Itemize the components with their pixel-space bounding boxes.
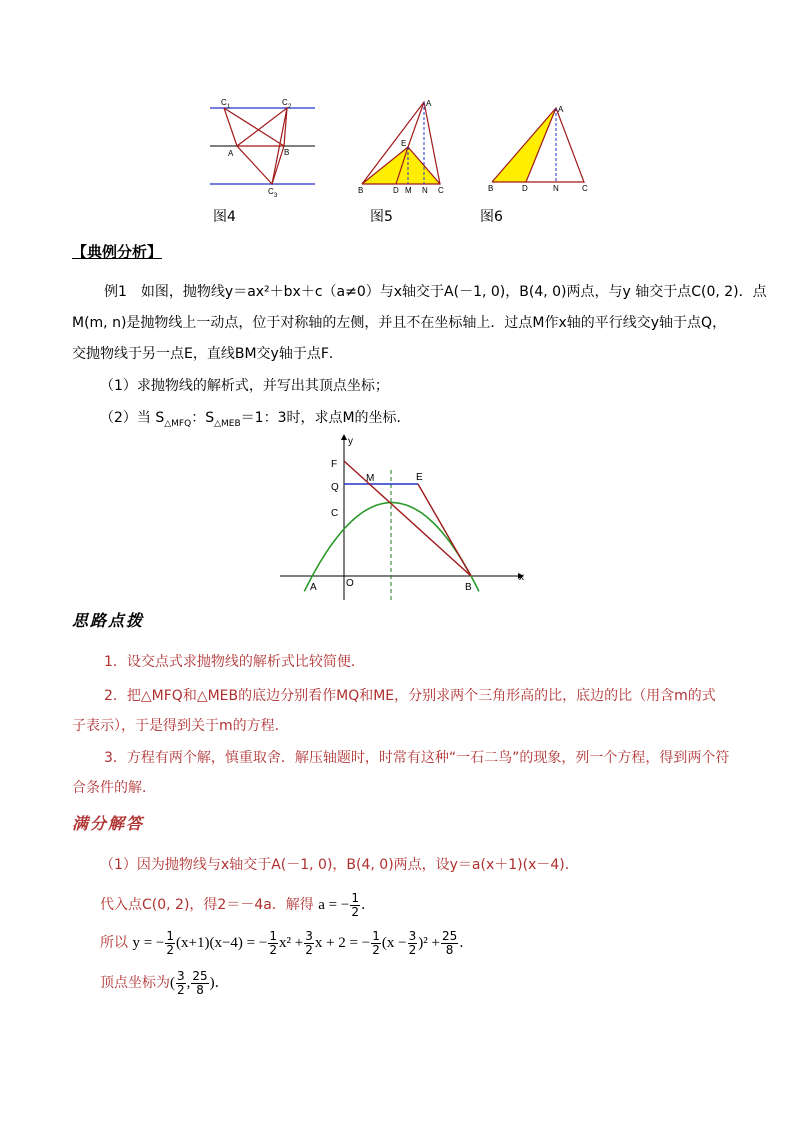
- svg-text:3: 3: [274, 193, 278, 199]
- svg-text:M: M: [366, 473, 375, 484]
- figure-6: [480, 92, 590, 200]
- answer-line-2: 代入点C(0, 2)，得2＝－4a．解得 a = − $\frac{1}{2}$ ．: [100, 890, 375, 919]
- hint-item-2: 2．把△MFQ和△MEB的底边分别看作MQ和ME，分别求两个三角形高的比，底边的比（用含m的式: [104, 688, 716, 704]
- question-1: （1）求抛物线的解析式，并写出其顶点坐标；: [100, 378, 389, 394]
- answer-vertex: 顶点坐标为( $\frac{3}{2}$ , $\frac{25}{8}$ )．: [100, 968, 229, 997]
- answer-line-3: 所以 y = − $\frac{1}{2}$ (x+1)(x−4) = − $\frac{1}{2}$ x² + $\frac{3}{2}$ x + 2 = − $\frac{1}{2}$ (x − $\frac{3}{2}$ )² + $\frac{25}{8}$ ．: [100, 928, 474, 957]
- svg-text:N: N: [422, 186, 428, 195]
- question-2: （2）当 $S_{\triangle MFQ}$：$S_{\triangle MEB}=1$：3时，求点M的坐标．: [100, 410, 411, 429]
- svg-text:D: D: [393, 186, 399, 195]
- example-line-2: M(m, n)是抛物线上一动点，位于对称轴的左侧，并且不在坐标轴上．过点M作x轴的平行线交y轴于点Q，: [72, 315, 727, 331]
- hint-title: 思路点拨: [72, 613, 145, 630]
- svg-text:F: F: [331, 459, 338, 470]
- svg-text:A: A: [558, 105, 564, 114]
- label-c1: C: [221, 98, 227, 107]
- svg-text:N: N: [553, 184, 559, 193]
- svg-text:C: C: [438, 186, 444, 195]
- svg-text:B: B: [488, 184, 494, 193]
- hint-item-3-cont: 合条件的解．: [72, 780, 156, 796]
- answer-title: 满分解答: [72, 816, 145, 833]
- svg-text:O: O: [346, 578, 354, 589]
- svg-text:B: B: [358, 186, 364, 195]
- example-line-3: 交抛物线于另一点E，直线BM交y轴于点F．: [72, 346, 343, 362]
- svg-text:x: x: [519, 572, 524, 583]
- svg-text:A: A: [426, 99, 432, 108]
- svg-text:E: E: [401, 139, 407, 148]
- figure-6-caption: 图6: [480, 209, 503, 225]
- label-a: A: [228, 149, 234, 158]
- label-c2: C: [282, 98, 288, 107]
- hint-item-3: 3．方程有两个解，慎重取舍．解压轴题时，时常有这种“一石二鸟”的现象，列一个方程，得到两个符: [104, 750, 730, 766]
- svg-text:2: 2: [288, 104, 292, 110]
- svg-text:A: A: [310, 582, 317, 593]
- figure-5: [352, 92, 452, 200]
- label-c3: C: [268, 187, 274, 196]
- hint-item-1: 1．设交点式求抛物线的解析式比较简便．: [104, 654, 365, 670]
- svg-text:D: D: [522, 184, 528, 193]
- parabola-graph: [275, 432, 530, 602]
- example-intro: 例1 如图，抛物线y＝ax²＋bx＋c（a≠0）与x轴交于A(－1, 0)，B(4, 0)两点，与y 轴交于点C(0, 2)．点: [104, 284, 767, 300]
- figure-4: [200, 92, 325, 202]
- svg-text:C: C: [331, 508, 339, 519]
- figure-5-caption: 图5: [370, 209, 393, 225]
- section-title: 【典例分析】: [72, 243, 163, 261]
- label-b: B: [284, 148, 290, 157]
- answer-line-1: （1）因为抛物线与x轴交于A(－1, 0)，B(4, 0)两点，设y＝a(x＋1)(x－4)．: [100, 857, 579, 873]
- hint-item-2-cont: 子表示），于是得到关于m的方程．: [72, 718, 289, 734]
- svg-text:1: 1: [227, 104, 231, 110]
- figure-4-caption: 图4: [213, 209, 236, 225]
- svg-text:M: M: [405, 186, 412, 195]
- svg-text:Q: Q: [331, 482, 339, 493]
- svg-text:y: y: [348, 436, 353, 447]
- svg-text:B: B: [465, 582, 472, 593]
- svg-text:E: E: [416, 472, 423, 483]
- svg-text:C: C: [582, 184, 588, 193]
